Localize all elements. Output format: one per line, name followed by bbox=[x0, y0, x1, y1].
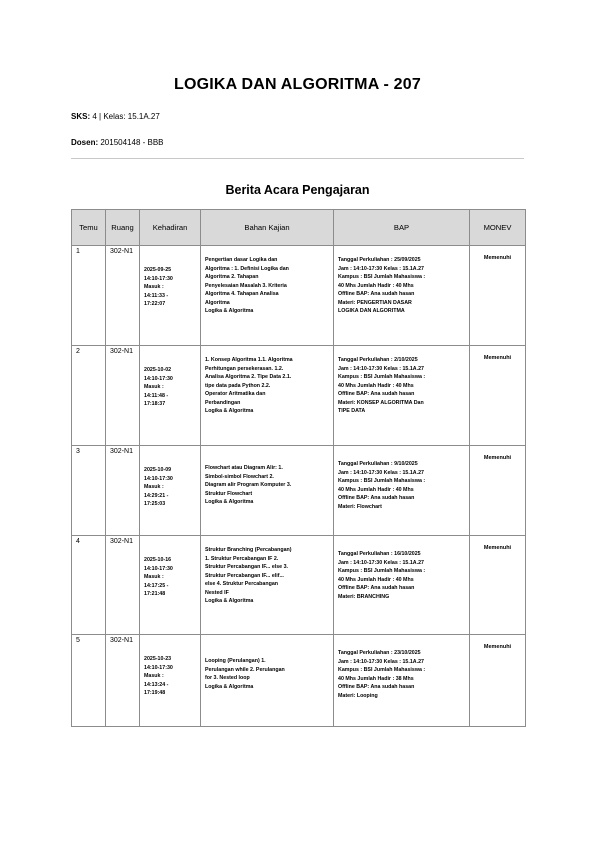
table-row bbox=[72, 635, 526, 727]
ruang-cell: 302-N1 bbox=[106, 536, 140, 635]
header-monev: MONEV bbox=[470, 210, 526, 246]
kehadiran-cell: 2025-10-09 14:10-17:30 Masuk : 14:29:21 - 17:25:03 bbox=[140, 446, 201, 536]
kehadiran-cell: 2025-09-25 14:10-17:30 Masuk : 14:11:33 - 17:22:07 bbox=[140, 246, 201, 346]
sks-kelas-line bbox=[71, 112, 160, 121]
bap-cell: Tanggal Perkuliahan : 16/10/2025 Jam : 14:10-17:30 Kelas : 15.1A.27 Kampus : BSI Jumlah Mahasiswa : 40 Mhs Jumlah Hadir : 40 Mhs Offline BAP: Ana sudah hasan Materi: BRANCHING bbox=[334, 536, 470, 635]
temu-cell: 5 bbox=[72, 635, 106, 727]
divider bbox=[71, 158, 524, 159]
monev-cell bbox=[470, 246, 526, 346]
table-row bbox=[72, 446, 526, 536]
bap-cell: Tanggal Perkuliahan : 9/10/2025 Jam : 14:10-17:30 Kelas : 15.1A.27 Kampus : BSI Jumlah Mahasiswa : 40 Mhs Jumlah Hadir : 40 Mhs Offline BAP: Ana sudah hasan Materi: Flowchart bbox=[334, 446, 470, 536]
header-temu: Temu bbox=[72, 210, 106, 246]
monev-cell bbox=[470, 536, 526, 635]
page-title: LOGIKA DAN ALGORITMA - 207 bbox=[174, 76, 421, 93]
kehadiran-cell: 2025-10-02 14:10-17:30 Masuk : 14:11:48 - 17:18:37 bbox=[140, 346, 201, 446]
dosen-value: 201504148 - BBB bbox=[100, 138, 164, 147]
bahan-kajian-cell: Struktur Branching (Percabangan) 1. Struktur Percabangan IF 2. Struktur Percabangan IF... else 3. Struktur Percabangan IF... elif... else 4. Struktur Percabangan Nested IF Logika & Algoritma bbox=[201, 536, 334, 635]
bap-cell: Tanggal Perkuliahan : 25/09/2025 Jam : 14:10-17:30 Kelas : 15.1A.27 Kampus : BSI Jumlah Mahasiswa : 40 Mhs Jumlah Hadir : 40 Mhs Offline BAP: Ana sudah hasan Materi: PENGERTIAN DASAR LOGIKA DAN ALGORITMA bbox=[334, 246, 470, 346]
section-title: Berita Acara Pengajaran bbox=[225, 183, 370, 197]
bap-table bbox=[71, 209, 526, 727]
dosen-label: Dosen: bbox=[71, 138, 99, 147]
temu-cell: 2 bbox=[72, 346, 106, 446]
temu-cell: 4 bbox=[72, 536, 106, 635]
bahan-kajian-cell: 1. Konsep Algoritma 1.1. Algoritma Perhitungan persekerasan. 1.2. Analisa Algoritma 2. Tipe Data 2.1. tipe data pada Python 2.2. Operator Aritmatika dan Perbandingan Logika & Algoritma bbox=[201, 346, 334, 446]
ruang-cell: 302-N1 bbox=[106, 346, 140, 446]
table-header-row bbox=[72, 210, 526, 246]
bahan-kajian-cell: Looping (Perulangan) 1. Perulangan while 2. Perulangan for 3. Nested loop Logika & Algoritma bbox=[201, 635, 334, 727]
table-row bbox=[72, 346, 526, 446]
ruang-cell: 302-N1 bbox=[106, 446, 140, 536]
monev-status: Memenuhi bbox=[483, 455, 512, 461]
header-bahan-kajian: Bahan Kajian bbox=[201, 210, 334, 246]
table-row bbox=[72, 536, 526, 635]
ruang-cell: 302-N1 bbox=[106, 635, 140, 727]
temu-cell: 1 bbox=[72, 246, 106, 346]
header-bap: BAP bbox=[334, 210, 470, 246]
dosen-line bbox=[71, 138, 164, 147]
monev-status: Memenuhi bbox=[483, 545, 512, 551]
header-kehadiran: Kehadiran bbox=[140, 210, 201, 246]
monev-cell bbox=[470, 446, 526, 536]
monev-cell bbox=[470, 346, 526, 446]
temu-cell: 3 bbox=[72, 446, 106, 536]
header-ruang: Ruang bbox=[106, 210, 140, 246]
bahan-kajian-cell: Pengertian dasar Logika dan Algoritma : 1. Definisi Logika dan Algoritma 2. Tahapan Penyelesaian Masalah 3. Kriteria Algoritma 4. Tahapan Analisa Algoritma Logika & Algoritma bbox=[201, 246, 334, 346]
kehadiran-cell: 2025-10-23 14:10-17:30 Masuk : 14:13:24 - 17:19:48 bbox=[140, 635, 201, 727]
bap-cell: Tanggal Perkuliahan : 23/10/2025 Jam : 14:10-17:30 Kelas : 15.1A.27 Kampus : BSI Jumlah Mahasiswa : 40 Mhs Jumlah Hadir : 38 Mhs Offline BAP: Ana sudah hasan Materi: Looping bbox=[334, 635, 470, 727]
monev-status: Memenuhi bbox=[483, 255, 512, 261]
bahan-kajian-cell: Flowchart atau Diagram Alir: 1. Simbol-simbol Flowchart 2. Diagram alir Program Komputer 3. Struktur Flowchart Logika & Algoritma bbox=[201, 446, 334, 536]
sks-value: 4 | Kelas: 15.1A.27 bbox=[92, 112, 160, 121]
sks-label: SKS: bbox=[71, 112, 91, 121]
ruang-cell: 302-N1 bbox=[106, 246, 140, 346]
monev-status: Memenuhi bbox=[483, 644, 512, 650]
monev-status: Memenuhi bbox=[483, 355, 512, 361]
table-row bbox=[72, 246, 526, 346]
kehadiran-cell: 2025-10-16 14:10-17:30 Masuk : 14:17:25 - 17:21:48 bbox=[140, 536, 201, 635]
bap-cell: Tanggal Perkuliahan : 2/10/2025 Jam : 14:10-17:30 Kelas : 15.1A.27 Kampus : BSI Jumlah Mahasiswa : 40 Mhs Jumlah Hadir : 40 Mhs Offline BAP: Ana sudah hasan Materi: KONSEP ALGORITMA Dan TIPE DATA bbox=[334, 346, 470, 446]
monev-cell bbox=[470, 635, 526, 727]
